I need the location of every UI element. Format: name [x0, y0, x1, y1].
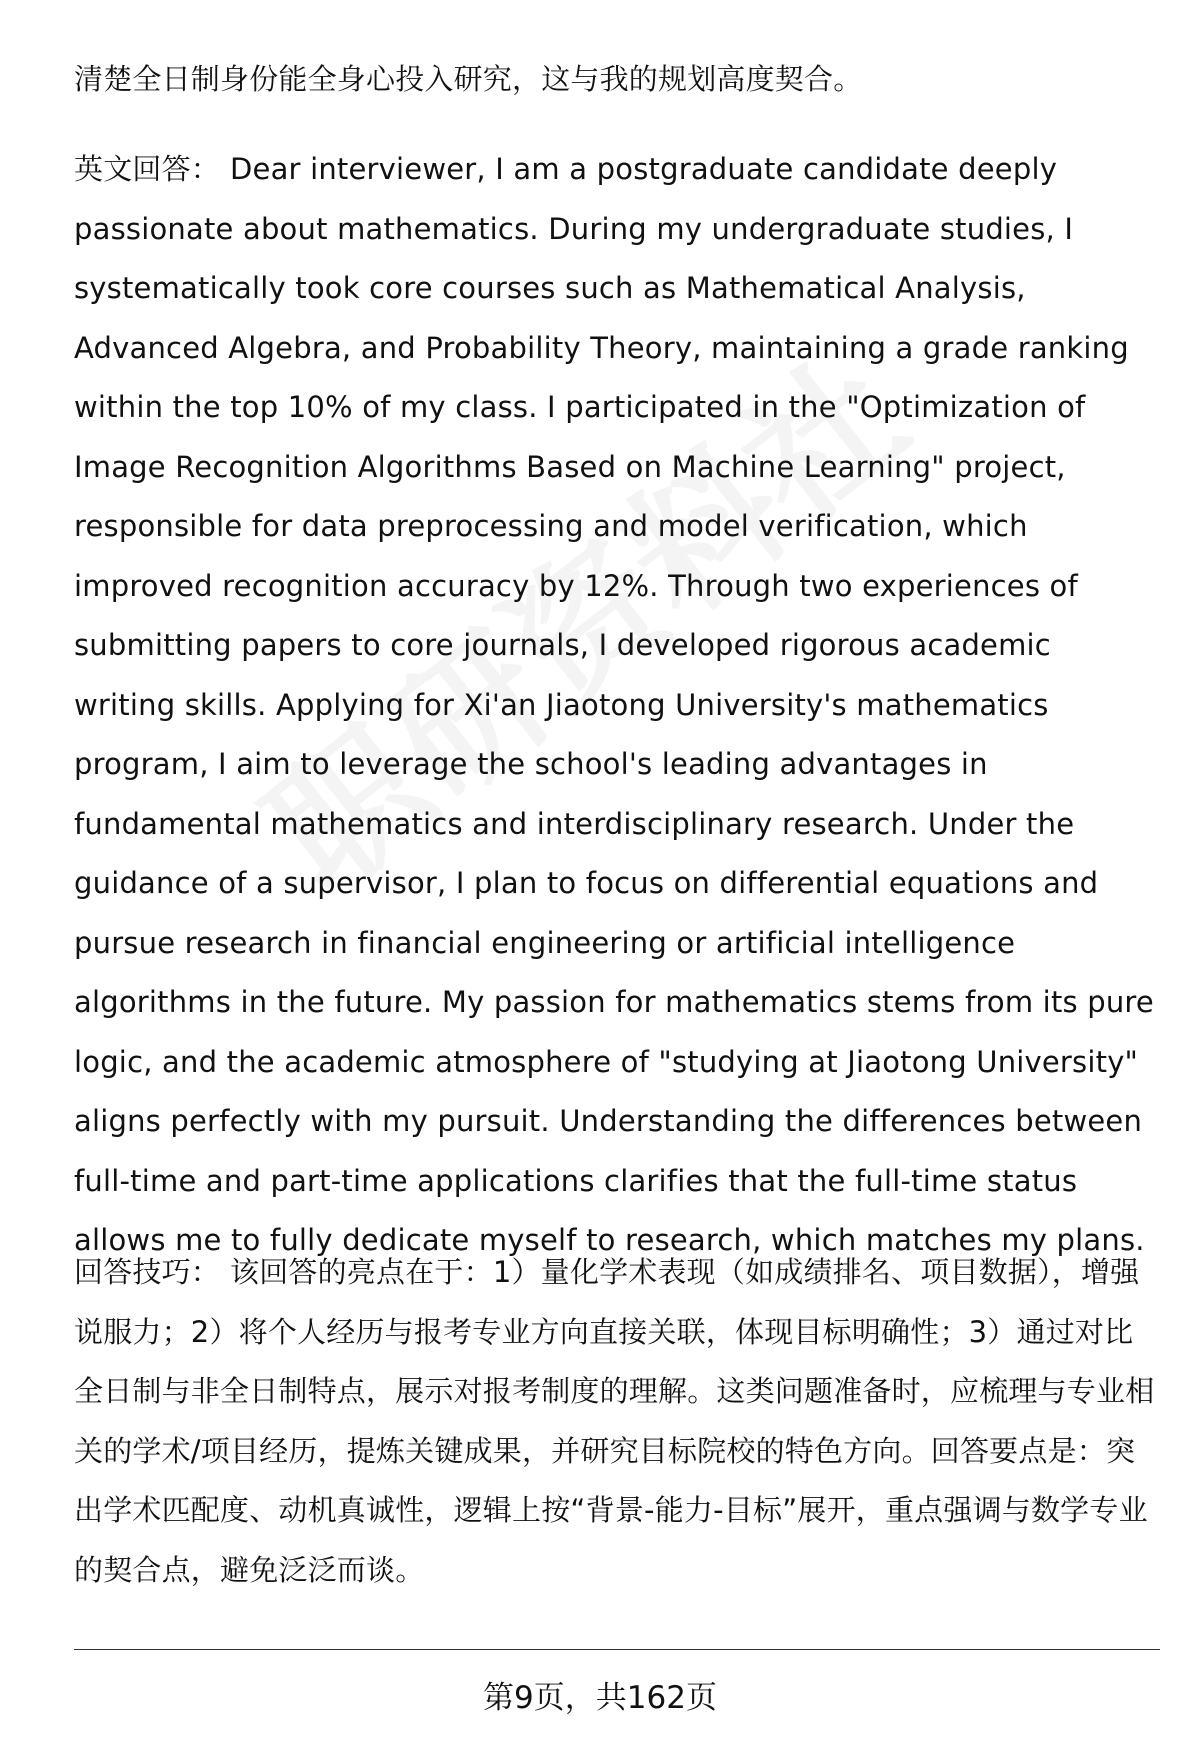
answer-tips-label: 回答技巧： — [74, 1255, 221, 1289]
english-answer-text: Dear interviewer, I am a postgraduate candidate deeply passionate about mathematics. During my undergraduate studies, I systematically took core courses such as Mathematical Analysis, Advanced Algebra, and Probability Theory, maintaining a grade ranking within the top 10% of my class. I participated in the "Optimization of Image Recognition Algorithms Based on Machine Learning" project, responsible for data preprocessing and model verification, which improved recognition accuracy by 12%. Through two experiences of submitting papers to core journals, I developed rigorous academic writing skills. Applying for Xi'an Jiaotong University's mathematics program, I aim to leverage the school's leading advantages in fundamental mathematics and interdisciplinary research. Under the guidance of a supervisor, I plan to focus on differential equations and pursue research in financial engineering or artificial intelligence algorithms in the future. My passion for mathematics stems from its pure logic, and the academic atmosphere of "studying at Jiaotong University" aligns perfectly with my pursuit. Understanding the differences between full-time and part-time applications clarifies that the full-time status allows me to fully dedicate myself to research, which matches my plans. — [74, 152, 1154, 1257]
page-number: 第9页，共162页 — [483, 1680, 717, 1716]
answer-tips-paragraph — [74, 1243, 1160, 1600]
document-page — [74, 0, 1160, 1755]
answer-tips-text: 该回答的亮点在于：1）量化学术表现（如成绩排名、项目数据），增强说服力；2）将个人经历与报考专业方向直接关联，体现目标明确性；3）通过对比全日制与非全日制特点，展示对报考制度的理解。这类问题准备时，应梳理与专业相关的学术/项目经历，提炼关键成果，并研究目标院校的特色方向。回答要点是：突出学术匹配度、动机真诚性，逻辑上按“背景-能力-目标”展开，重点强调与数学专业的契合点，避免泛泛而谈。 — [74, 1255, 1155, 1587]
english-answer-paragraph — [74, 140, 1160, 1271]
footer-divider — [74, 1649, 1160, 1650]
english-answer-label: 英文回答： — [74, 152, 221, 186]
intro-paragraph: 清楚全日制身份能全身心投入研究，这与我的规划高度契合。 — [74, 62, 863, 96]
